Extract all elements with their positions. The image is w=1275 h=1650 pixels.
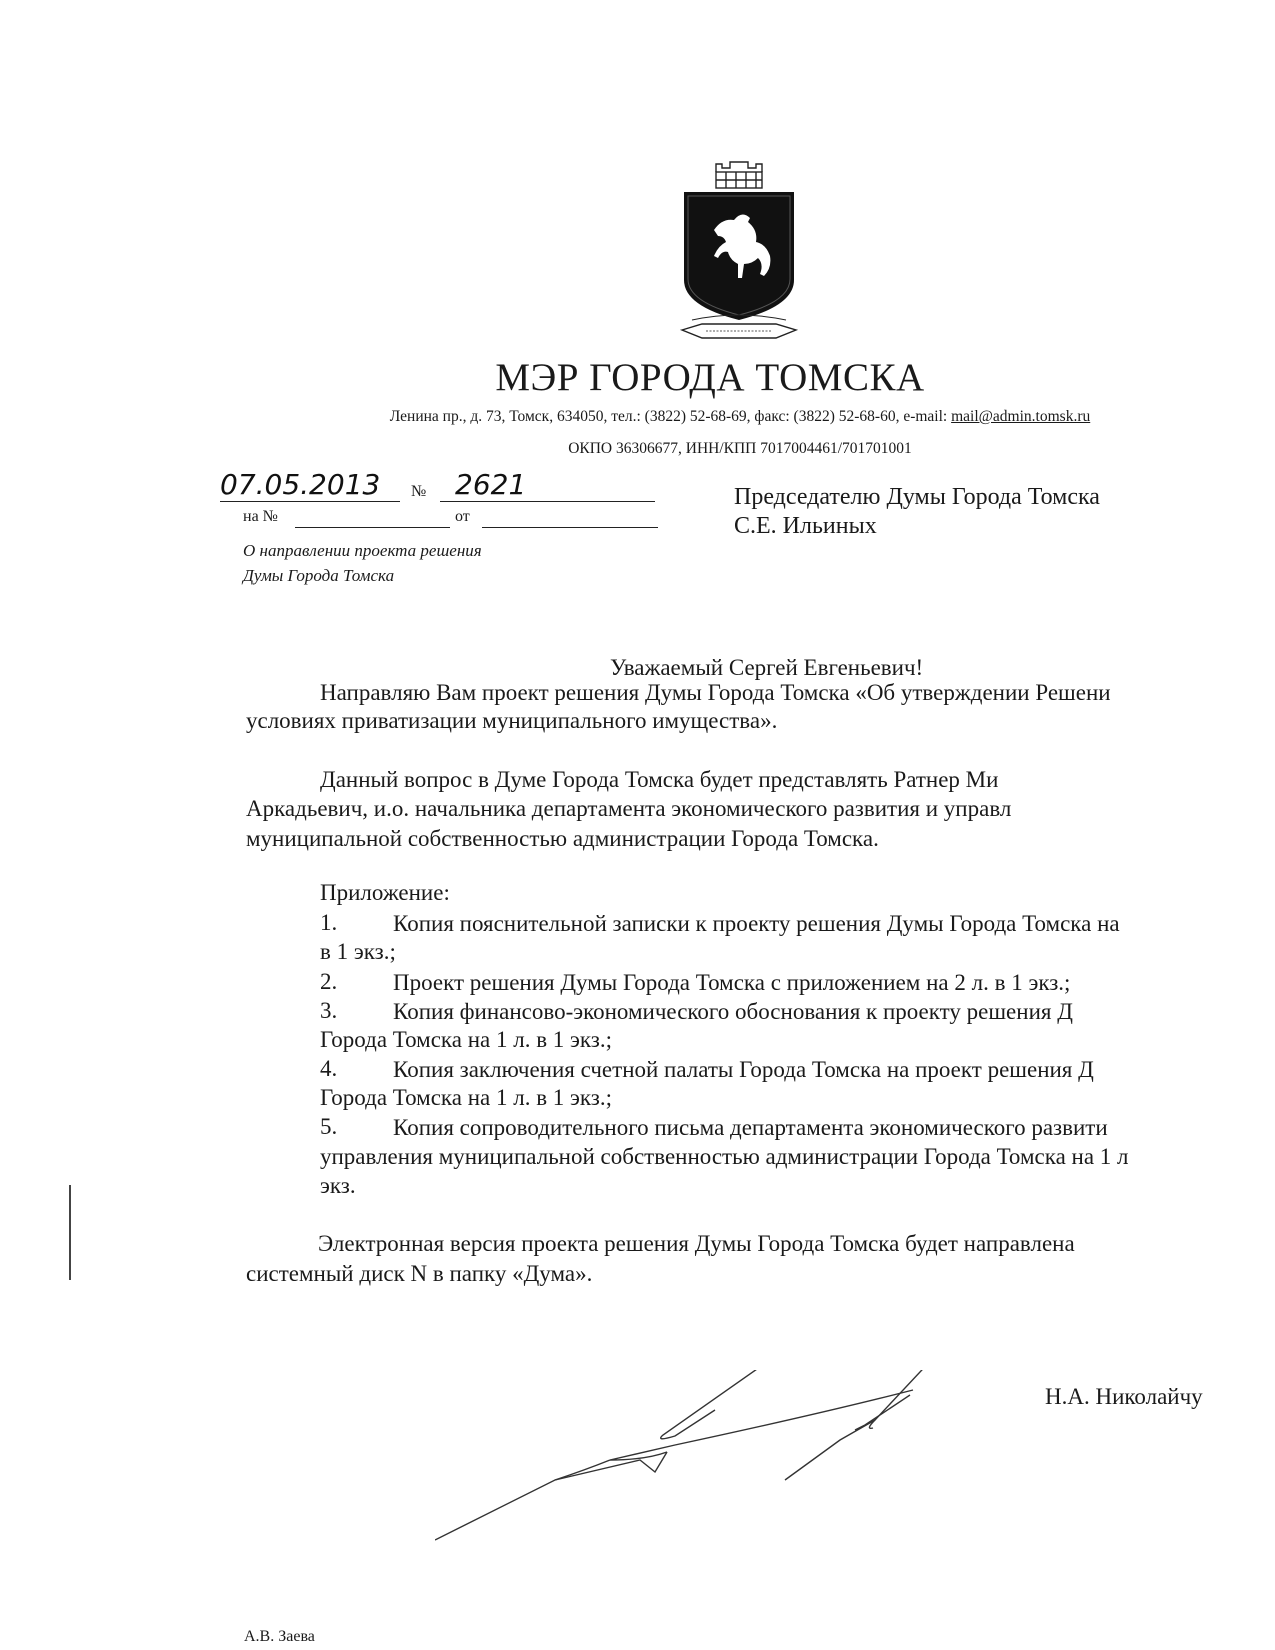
number-sign-label: № [411, 483, 427, 500]
letterhead-address [260, 408, 1220, 426]
attachment-5-line2: управления муниципальной собственностью администрации Города Томска на 1 л [320, 1144, 1129, 1169]
attachment-2-number: 2. [320, 969, 338, 994]
signatory-name: Н.А. Николайчу [1045, 1384, 1203, 1409]
reply-number-line [295, 527, 450, 528]
attachment-4-number: 4. [320, 1056, 338, 1081]
email-link[interactable]: mail@admin.tomsk.ru [951, 408, 1091, 425]
date-underline [220, 501, 400, 502]
paragraph3-line1: Электронная версия проекта решения Думы Города Томска будет направлена [318, 1231, 1075, 1256]
attachments-heading: Приложение: [320, 880, 450, 905]
attachment-3-line1: Копия финансово-экономического обоснования к проекту решения Д [393, 999, 1073, 1024]
paragraph2-line1: Данный вопрос в Думе Города Томска будет представлять Ратнер Ми [320, 767, 999, 792]
attachment-1-number: 1. [320, 910, 338, 935]
subject-line-2: Думы Города Томска [243, 566, 395, 585]
attachment-1-line1: Копия пояснительной записки к проекту решения Думы Города Томска на [393, 911, 1120, 936]
paragraph2-line2: Аркадьевич, и.о. начальника департамента экономического развития и управл [246, 796, 1012, 821]
reply-date-line [482, 527, 658, 528]
executor-name: А.В. Заева [244, 1628, 315, 1645]
letterhead-codes: ОКПО 36306677, ИНН/КПП 7017004461/701701001 [568, 440, 912, 457]
address-text: Ленина пр., д. 73, Томск, 634050, тел.: (3822) 52-68-69, факс: (3822) 52-68-60, e-mail: [389, 408, 952, 425]
attachment-5-line3: экз. [320, 1173, 356, 1198]
coat-of-arms-emblem [678, 160, 800, 352]
attachment-3-line2: Города Томска на 1 л. в 1 экз.; [320, 1027, 613, 1052]
subject-line-1: О направлении проекта решения [243, 541, 482, 560]
paragraph1-line1: Направляю Вам проект решения Думы Города Томска «Об утверждении Решени [320, 680, 1111, 705]
attachment-1-line2: в 1 экз.; [320, 939, 396, 964]
attachment-4-line1: Копия заключения счетной палаты Города Томска на проект решения Д [393, 1057, 1094, 1082]
paragraph3-line2: системный диск N в папку «Дума». [246, 1261, 593, 1286]
attachment-5-number: 5. [320, 1114, 338, 1139]
reply-number-label: на № [243, 508, 278, 525]
number-underline [440, 501, 655, 502]
paragraph2-line3: муниципальной собственностью администрации Города Томска. [246, 826, 879, 851]
attachment-2-line1: Проект решения Думы Города Томска с приложением на 2 л. в 1 экз.; [393, 970, 1071, 995]
greeting: Уважаемый Сергей Евгеньевич! [610, 655, 924, 680]
reply-date-label: от [455, 508, 470, 525]
addressee-line-1: Председателю Думы Города Томска [734, 484, 1100, 510]
scan-margin-mark [69, 1185, 71, 1280]
handwritten-date: 07.05.2013 [220, 468, 381, 501]
attachment-3-number: 3. [320, 998, 338, 1023]
addressee-line-2: С.Е. Ильиных [734, 513, 877, 539]
handwritten-number: 2621 [455, 468, 527, 501]
attachment-5-line1: Копия сопроводительного письма департамента экономического развити [393, 1115, 1108, 1140]
handwritten-signature [435, 1370, 995, 1640]
paragraph1-line2: условиях приватизации муниципального имущества». [246, 708, 778, 733]
attachment-4-line2: Города Томска на 1 л. в 1 экз.; [320, 1085, 613, 1110]
letterhead-title: МЭР ГОРОДА ТОМСКА [495, 356, 925, 399]
